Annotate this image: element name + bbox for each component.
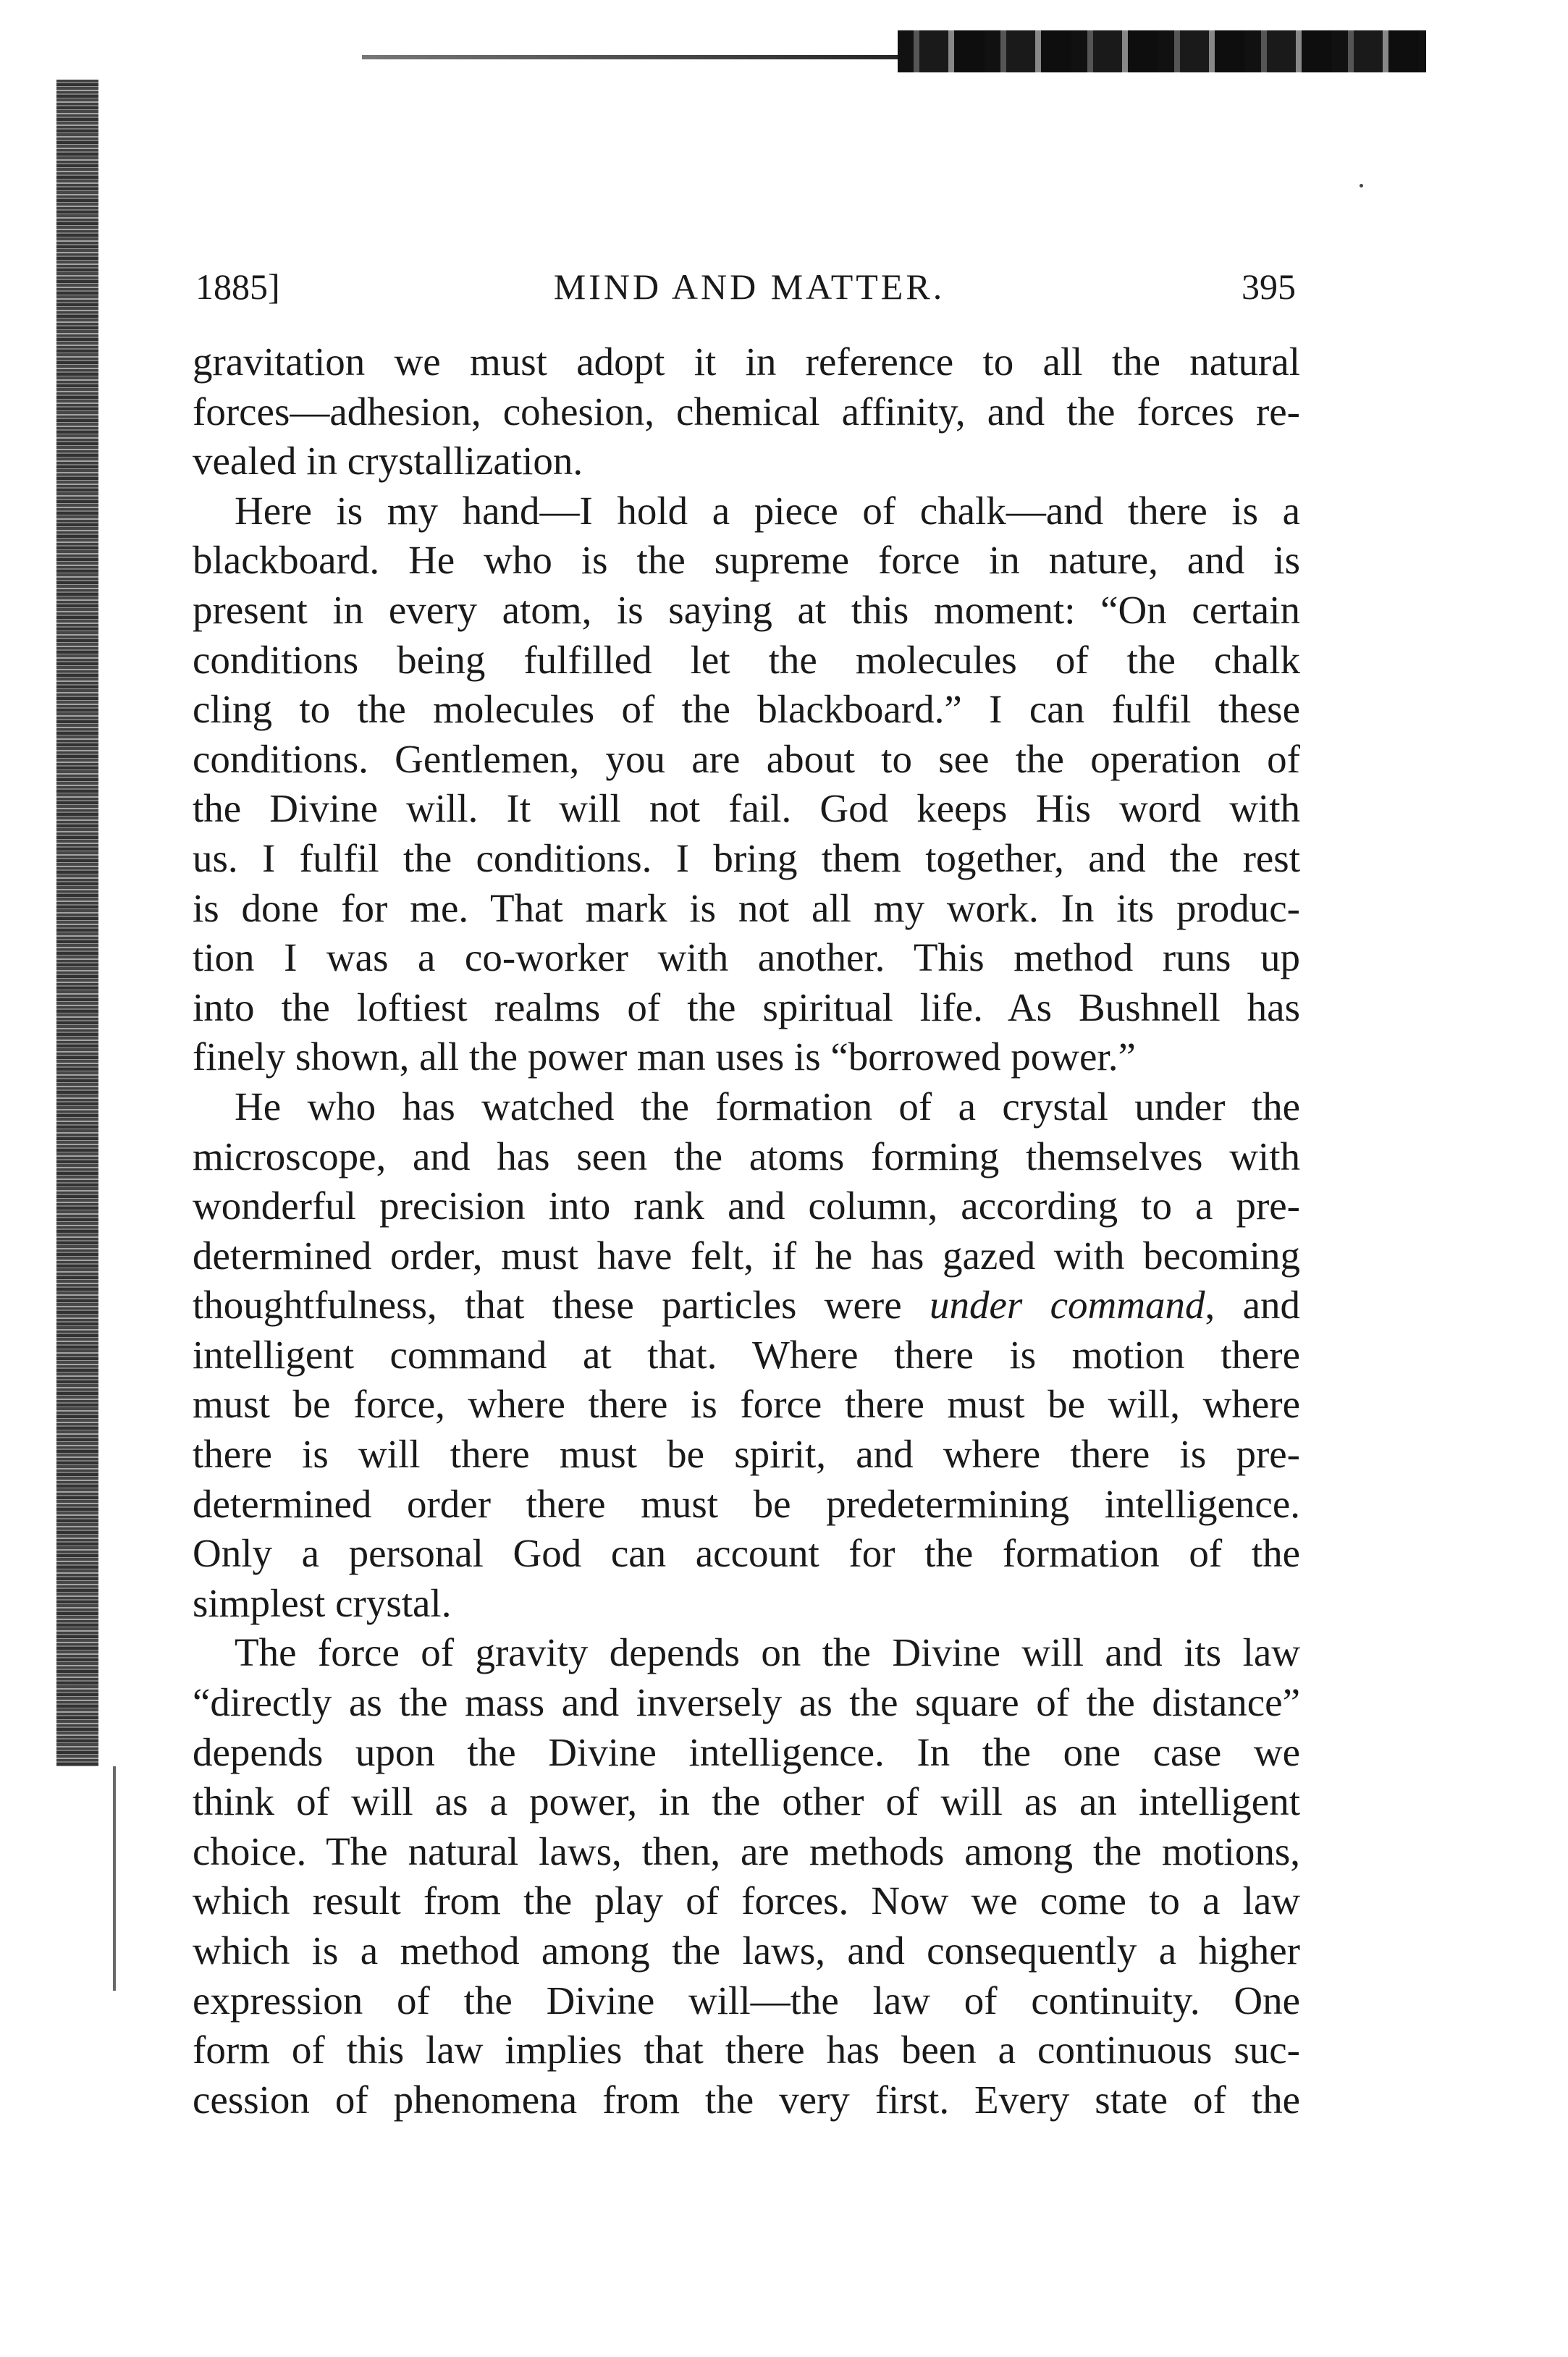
text-line: intelligent command at that. Where there is motion there xyxy=(193,1332,1300,1377)
text-line: forces—adhesion, cohesion, chemical affinity, and the forces re- xyxy=(193,389,1300,434)
text-line: vealed in crystallization. xyxy=(193,439,583,484)
text-line: finely shown, all the power man uses is “borrowed power.” xyxy=(193,1034,1136,1079)
text-line: which result from the play of forces. Now we come to a law xyxy=(193,1879,1300,1923)
text-line: wonderful precision into rank and column, according to a pre- xyxy=(193,1184,1300,1228)
text-line: He who has watched the formation of a crystal under the xyxy=(235,1084,1300,1129)
text-line: choice. The natural laws, then, are methods among the motions, xyxy=(193,1829,1300,1873)
text-line: determined order, must have felt, if he has gazed with becoming xyxy=(193,1233,1300,1278)
text-line: determined order there must be predetermining intelligence. xyxy=(193,1481,1300,1526)
text-line: Here is my hand—I hold a piece of chalk—and there is a xyxy=(235,488,1300,533)
text-line: conditions being fulfilled let the molecules of the chalk xyxy=(193,637,1300,682)
running-head xyxy=(195,258,1296,316)
scanned-binding-edge xyxy=(56,80,98,1766)
text-line: “directly as the mass and inversely as the square of the distance” xyxy=(193,1680,1300,1725)
scanned-binding-edge-tail xyxy=(113,1766,116,1991)
text-line: cession of phenomena from the very first. Every state of the xyxy=(193,2077,1300,2122)
text-line: thoughtfulness, that these particles were under command, and xyxy=(193,1283,1301,1328)
text-line: think of will as a power, in the other of will as an intelligent xyxy=(193,1779,1300,1824)
italic-emphasis: under command xyxy=(929,1283,1205,1328)
text-line: there is will there must be spirit, and where there is pre- xyxy=(193,1432,1300,1477)
text-line: us. I fulfil the conditions. I bring them together, and the rest xyxy=(193,835,1300,880)
text-line: cling to the molecules of the blackboard.” I can fulfil these xyxy=(193,687,1300,732)
scan-speck xyxy=(1360,184,1363,187)
running-head-title: MIND AND MATTER. xyxy=(553,266,945,307)
top-rule-thick xyxy=(898,30,1426,72)
text-line: into the loftiest realms of the spiritual life. As Bushnell has xyxy=(193,984,1300,1029)
text-line: Only a personal God can account for the formation of the xyxy=(193,1531,1300,1576)
text-line: must be force, where there is force there must be will, where xyxy=(193,1382,1300,1427)
text-line: expression of the Divine will—the law of continuity. One xyxy=(193,1978,1300,2023)
text-line: which is a method among the laws, and consequently a higher xyxy=(193,1928,1300,1973)
top-rule-thin xyxy=(362,55,927,59)
text-line: conditions. Gentlemen, you are about to see the operation of xyxy=(193,736,1300,781)
text-line: depends upon the Divine intelligence. In the one case we xyxy=(193,1729,1300,1774)
text-line: The force of gravity depends on the Divine will and its law xyxy=(235,1630,1300,1675)
text-line: present in every atom, is saying at this moment: “On certain xyxy=(193,587,1300,632)
page-number: 395 xyxy=(1242,266,1296,307)
text-line: the Divine will. It will not fail. God keeps His word with xyxy=(193,786,1300,831)
text-line: is done for me. That mark is not all my work. In its produc- xyxy=(193,885,1300,930)
scanned-top-edge xyxy=(362,22,1426,72)
text-line: blackboard. He who is the supreme force in nature, and is xyxy=(193,538,1300,583)
text-line: microscope, and has seen the atoms forming themselves with xyxy=(193,1134,1300,1178)
text-line: form of this law implies that there has been a continuous suc- xyxy=(193,2028,1300,2073)
text-line: simplest crystal. xyxy=(193,1580,452,1625)
page-body xyxy=(193,337,1300,2125)
text-line: tion I was a co-worker with another. This method runs up xyxy=(193,935,1300,980)
text-line: gravitation we must adopt it in reference to all the natural xyxy=(193,340,1300,384)
running-head-year: 1885] xyxy=(195,266,280,307)
